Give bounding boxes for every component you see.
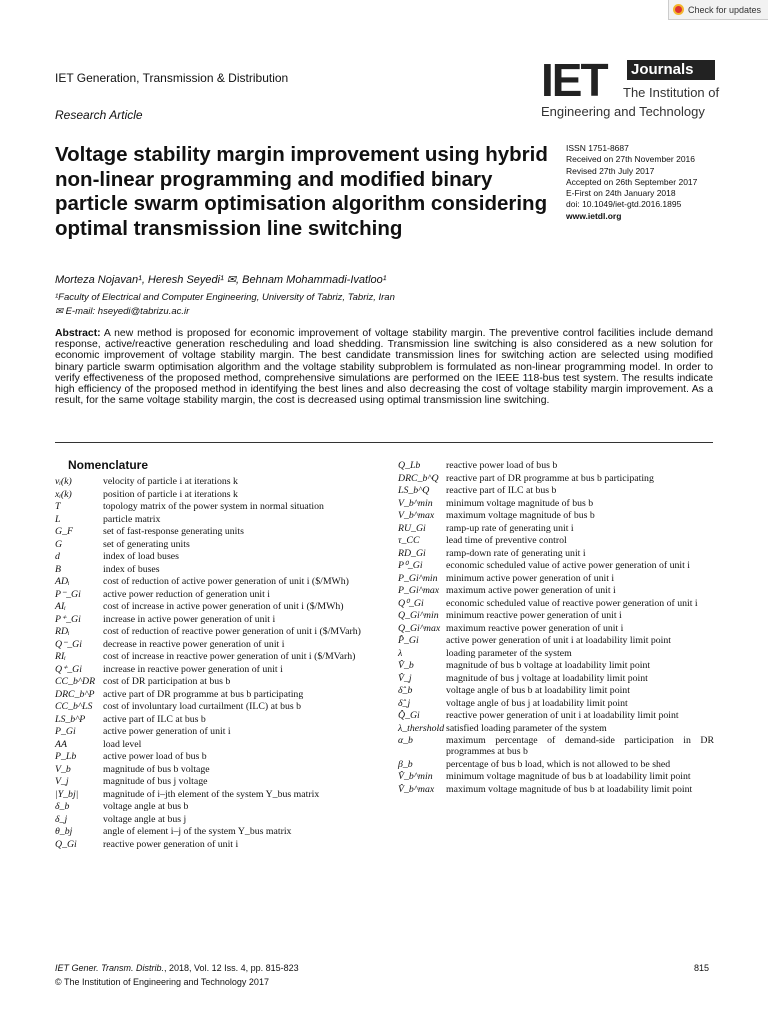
nomenclature-row bbox=[55, 839, 380, 850]
nomenclature-definition: index of load buses bbox=[103, 551, 179, 562]
nomenclature-row bbox=[398, 460, 714, 471]
nomenclature-symbol: AA bbox=[55, 738, 67, 750]
meta-issn: ISSN 1751-8687 bbox=[566, 143, 629, 153]
nomenclature-symbol: δ_b bbox=[55, 801, 70, 812]
nomenclature-symbol: δ_j bbox=[55, 813, 68, 825]
nomenclature-definition: active part of ILC at bus b bbox=[103, 713, 206, 725]
nomenclature-definition: economic scheduled value of reactive power generation of unit i bbox=[446, 597, 698, 609]
nomenclature-row bbox=[55, 539, 380, 550]
nomenclature-symbol: V̂_b^max bbox=[398, 783, 435, 795]
abstract-text: A new method is proposed for economic improvement of voltage stability margin. The preventive control facilities include demand response, active/reactive generation rescheduling and load shedding. Transmission line switching is also considered as a new solution for economic improvement of voltage stability margin. The best candidate transmission lines for switching action are selected using modified binary particle swarm optimisation algorithm and the voltage stability subproblem is formulated as non-linear programming model. In order to verify effectiveness of the proposed method, comprehensive simulations are performed on the IEEE 118-bus test system. The results indicate high efficiency of the proposed method in identifying the best lines and also decreasing the cost of voltage stability margin improvement. As a result, for the same voltage stability margin, the cost is decreased using optimal transmission line switching. bbox=[55, 328, 713, 407]
nomenclature-symbol: AIᵢ bbox=[55, 601, 66, 612]
nomenclature-definition: minimum voltage magnitude of bus b at loadability limit point bbox=[446, 771, 691, 783]
nomenclature-row bbox=[55, 526, 380, 537]
nomenclature-definition: cost of reduction of reactive power generation of unit i ($/MVarh) bbox=[103, 626, 361, 637]
nomenclature-symbol: |Y_bj| bbox=[55, 788, 79, 800]
nomenclature-definition: maximum active power generation of unit i bbox=[446, 585, 616, 596]
nomenclature-symbol: RD_Gi bbox=[398, 547, 426, 559]
nomenclature-definition: voltage angle at bus j bbox=[103, 813, 187, 825]
nomenclature-row bbox=[55, 664, 380, 675]
nomenclature-row bbox=[55, 776, 380, 787]
nomenclature-row bbox=[398, 648, 714, 659]
nomenclature-row bbox=[398, 660, 714, 671]
nomenclature-definition: reactive part of DR programme at bus b participating bbox=[446, 472, 654, 484]
nomenclature-row bbox=[55, 501, 380, 512]
nomenclature-definition: voltage angle of bus b at loadability limit point bbox=[446, 685, 630, 696]
nomenclature-definition: active power generation of unit i bbox=[103, 726, 231, 737]
meta-received: Received on 27th November 2016 bbox=[566, 154, 695, 165]
nomenclature-row bbox=[398, 685, 714, 696]
logo-iet-text: IET bbox=[541, 54, 607, 106]
logo-institution-line1: The Institution of bbox=[623, 85, 720, 100]
nomenclature-definition: reactive power generation of unit i at loadability limit point bbox=[446, 710, 679, 721]
nomenclature-symbol: CC_b^DR bbox=[55, 676, 96, 687]
nomenclature-heading: Nomenclature bbox=[68, 458, 149, 472]
nomenclature-row bbox=[398, 635, 714, 646]
nomenclature-definition: reactive power generation of unit i bbox=[103, 838, 239, 850]
copyright: © The Institution of Engineering and Technology 2017 bbox=[55, 977, 269, 987]
nomenclature-definition: particle matrix bbox=[103, 513, 161, 525]
iet-logo bbox=[541, 54, 720, 128]
nomenclature-definition: loading parameter of the system bbox=[446, 647, 572, 659]
nomenclature-symbol: P̂_Gi bbox=[398, 635, 419, 646]
nomenclature-definition: lead time of preventive control bbox=[446, 535, 567, 546]
nomenclature-definition: magnitude of bus b voltage bbox=[103, 763, 210, 775]
logo-journals-text: Journals bbox=[627, 60, 715, 80]
nomenclature-row bbox=[55, 739, 380, 750]
nomenclature-definition: increase in active power generation of unit i bbox=[103, 613, 276, 625]
nomenclature-row bbox=[55, 801, 380, 812]
nomenclature-symbol: β_b bbox=[398, 758, 413, 770]
nomenclature-row bbox=[398, 771, 714, 782]
section-divider bbox=[55, 442, 713, 443]
nomenclature-symbol: ADᵢ bbox=[55, 576, 70, 587]
nomenclature-row bbox=[398, 623, 714, 634]
nomenclature-symbol: Q⁻_Gi bbox=[55, 638, 82, 650]
nomenclature-symbol: P_Gi^min bbox=[398, 572, 438, 584]
nomenclature-row bbox=[398, 698, 714, 709]
nomenclature-row bbox=[55, 576, 380, 587]
authors: Morteza Nojavan¹, Heresh Seyedi¹ ✉, Behnam Mohammadi-Ivatloo¹ bbox=[55, 274, 387, 286]
nomenclature-symbol: α_b bbox=[398, 735, 413, 746]
nomenclature-row bbox=[55, 514, 380, 525]
nomenclature-symbol: L bbox=[55, 513, 61, 525]
nomenclature-definition: minimum reactive power generation of unit i bbox=[446, 610, 622, 621]
affiliation: ¹Faculty of Electrical and Computer Engineering, University of Tabriz, Tabriz, Iran bbox=[55, 292, 395, 303]
nomenclature-symbol: B bbox=[55, 563, 61, 575]
nomenclature-row bbox=[55, 489, 380, 500]
nomenclature-row bbox=[398, 784, 714, 795]
nomenclature-row bbox=[55, 751, 380, 762]
nomenclature-row bbox=[398, 498, 714, 509]
nomenclature-row bbox=[398, 585, 714, 596]
nomenclature-row bbox=[55, 814, 380, 825]
nomenclature-definition: maximum voltage magnitude of bus b at loadability limit point bbox=[446, 783, 693, 795]
nomenclature-definition: magnitude of bus j voltage bbox=[103, 776, 208, 787]
check-for-updates-label: Check for updates bbox=[688, 4, 762, 15]
nomenclature-definition: active part of DR programme at bus b participating bbox=[103, 688, 304, 700]
nomenclature-row bbox=[398, 673, 714, 684]
nomenclature-definition: index of buses bbox=[103, 563, 160, 575]
nomenclature-symbol: V_b^max bbox=[398, 510, 435, 521]
nomenclature-symbol: G_F bbox=[55, 526, 73, 537]
nomenclature-definition: active power load of bus b bbox=[103, 751, 207, 762]
nomenclature-symbol: Q_Gi^min bbox=[398, 610, 439, 621]
nomenclature-row bbox=[55, 701, 380, 712]
journal-name: IET Generation, Transmission & Distribution bbox=[55, 71, 289, 85]
nomenclature-symbol: CC_b^LS bbox=[55, 701, 93, 712]
nomenclature-symbol: λ_thershold bbox=[398, 722, 445, 734]
nomenclature-definition: reactive part of ILC at bus b bbox=[446, 485, 557, 496]
nomenclature-symbol: V̂_b bbox=[398, 660, 414, 671]
nomenclature-right-column bbox=[398, 460, 714, 796]
paper-title: Voltage stability margin improvement using hybrid non-linear programming and modified binary particle swarm optimisation algorithm considering optimal transmission line switching bbox=[55, 143, 548, 240]
meta-efirst: E-First on 24th January 2018 bbox=[566, 188, 676, 199]
nomenclature-row bbox=[55, 639, 380, 650]
nomenclature-definition: active power generation of unit i at loadability limit point bbox=[446, 635, 671, 646]
nomenclature-symbol: V_b bbox=[55, 763, 71, 775]
nomenclature-row bbox=[55, 476, 380, 487]
citation-journal: IET Gener. Transm. Distrib. bbox=[55, 963, 165, 973]
nomenclature-definition: minimum voltage magnitude of bus b bbox=[446, 497, 594, 509]
citation bbox=[55, 963, 299, 973]
nomenclature-definition: increase in reactive power generation of unit i bbox=[103, 663, 283, 675]
nomenclature-symbol: d bbox=[55, 551, 60, 562]
nomenclature-definition: percentage of bus b load, which is not allowed to be shed bbox=[446, 758, 671, 770]
nomenclature-symbol: P⁺_Gi bbox=[55, 613, 81, 625]
page-number: 815 bbox=[694, 963, 710, 973]
logo-institution-line2: Engineering and Technology bbox=[541, 104, 705, 119]
nomenclature-row bbox=[55, 551, 380, 562]
nomenclature-row bbox=[398, 710, 714, 721]
check-for-updates-badge[interactable] bbox=[668, 0, 768, 20]
nomenclature-definition: velocity of particle i at iterations k bbox=[103, 476, 238, 487]
nomenclature-definition: maximum voltage magnitude of bus b bbox=[446, 510, 595, 521]
nomenclature-symbol: V_b^min bbox=[398, 497, 433, 509]
nomenclature-symbol: Q̂_Gi bbox=[398, 710, 420, 721]
nomenclature-symbol: δ̂_j bbox=[398, 697, 411, 709]
nomenclature-symbol: P⁻_Gi bbox=[55, 588, 81, 600]
nomenclature-row bbox=[398, 735, 714, 757]
nomenclature-definition: voltage angle at bus b bbox=[103, 801, 189, 812]
nomenclature-row bbox=[55, 789, 380, 800]
nomenclature-row bbox=[55, 601, 380, 612]
nomenclature-definition: minimum active power generation of unit i bbox=[446, 572, 615, 584]
nomenclature-definition: satisfied loading parameter of the system bbox=[446, 722, 607, 734]
nomenclature-row bbox=[55, 589, 380, 600]
nomenclature-symbol: V_j bbox=[55, 776, 69, 787]
nomenclature-definition: load level bbox=[103, 738, 142, 750]
nomenclature-definition: set of fast-response generating units bbox=[103, 526, 244, 537]
nomenclature-definition: active power reduction of generation unit i bbox=[103, 588, 271, 600]
nomenclature-row bbox=[55, 726, 380, 737]
nomenclature-row bbox=[398, 610, 714, 621]
nomenclature-row bbox=[398, 510, 714, 521]
nomenclature-row bbox=[398, 485, 714, 496]
nomenclature-row bbox=[398, 598, 714, 609]
nomenclature-symbol: P_Gi^max bbox=[398, 585, 440, 596]
nomenclature-definition: topology matrix of the power system in normal situation bbox=[103, 501, 324, 512]
nomenclature-symbol: Q_Gi^max bbox=[398, 622, 441, 634]
nomenclature-definition: cost of increase in active power generation of unit i ($/MWh) bbox=[103, 601, 344, 612]
nomenclature-definition: ramp-down rate of generating unit i bbox=[446, 547, 586, 559]
nomenclature-definition: set of generating units bbox=[103, 538, 190, 550]
nomenclature-row bbox=[55, 651, 380, 662]
nomenclature-row bbox=[398, 723, 714, 734]
nomenclature-symbol: vᵢ(k) bbox=[55, 476, 72, 487]
nomenclature-symbol: Q⁺_Gi bbox=[55, 663, 82, 675]
nomenclature-symbol: P_Lb bbox=[55, 751, 77, 762]
nomenclature-symbol: Q_Gi bbox=[55, 838, 77, 850]
meta-doi[interactable]: doi: 10.1049/iet-gtd.2016.1895 bbox=[566, 199, 682, 210]
nomenclature-row bbox=[55, 689, 380, 700]
corresponding-email[interactable]: ✉ E-mail: hseyedi@tabrizu.ac.ir bbox=[55, 306, 190, 317]
nomenclature-symbol: LS_b^Q bbox=[398, 485, 430, 496]
nomenclature-row bbox=[398, 523, 714, 534]
nomenclature-row bbox=[55, 826, 380, 837]
nomenclature-row bbox=[398, 560, 714, 571]
nomenclature-symbol: G bbox=[55, 538, 63, 550]
article-type: Research Article bbox=[55, 108, 143, 122]
nomenclature-symbol: P⁰_Gi bbox=[398, 560, 423, 571]
nomenclature-symbol: θ_bj bbox=[55, 826, 73, 837]
nomenclature-row bbox=[55, 676, 380, 687]
nomenclature-symbol: DRC_b^Q bbox=[398, 472, 439, 484]
nomenclature-definition: magnitude of bus j voltage at loadability limit point bbox=[446, 672, 648, 684]
citation-details: , 2018, Vol. 12 Iss. 4, pp. 815-823 bbox=[164, 963, 299, 973]
nomenclature-definition: maximum percentage of demand-side participation in DR programmes at bus b bbox=[446, 735, 714, 758]
nomenclature-symbol: δ̂_b bbox=[398, 685, 413, 696]
nomenclature-symbol: P_Gi bbox=[55, 726, 76, 737]
meta-accepted: Accepted on 26th September 2017 bbox=[566, 176, 698, 187]
nomenclature-row bbox=[55, 714, 380, 725]
nomenclature-definition: position of particle i at iterations k bbox=[103, 488, 238, 500]
nomenclature-definition: voltage angle of bus j at loadability limit point bbox=[446, 697, 628, 709]
abstract-label: Abstract: bbox=[55, 328, 101, 339]
nomenclature-row bbox=[55, 626, 380, 637]
nomenclature-symbol: Q⁰_Gi bbox=[398, 597, 424, 609]
meta-website[interactable]: www.ietdl.org bbox=[566, 210, 622, 221]
nomenclature-row bbox=[55, 564, 380, 575]
nomenclature-symbol: LS_b^P bbox=[55, 713, 86, 725]
article-meta bbox=[566, 143, 697, 222]
nomenclature-symbol: DRC_b^P bbox=[55, 688, 95, 700]
nomenclature-left-column bbox=[55, 476, 380, 851]
nomenclature-symbol: V̂_b^min bbox=[398, 771, 433, 783]
nomenclature-definition: cost of involuntary load curtailment (ILC) at bus b bbox=[103, 701, 302, 712]
nomenclature-symbol: RU_Gi bbox=[398, 522, 426, 534]
nomenclature-symbol: RIᵢ bbox=[55, 651, 66, 662]
nomenclature-row bbox=[398, 548, 714, 559]
nomenclature-row bbox=[398, 759, 714, 770]
nomenclature-symbol: RDᵢ bbox=[55, 626, 70, 637]
abstract bbox=[55, 328, 713, 406]
nomenclature-definition: cost of increase in reactive power generation of unit i ($/MVarh) bbox=[103, 651, 356, 662]
nomenclature-row bbox=[398, 473, 714, 484]
nomenclature-row bbox=[55, 764, 380, 775]
nomenclature-definition: decrease in reactive power generation of unit i bbox=[103, 638, 285, 650]
nomenclature-symbol: λ bbox=[398, 647, 403, 659]
nomenclature-row bbox=[398, 535, 714, 546]
nomenclature-symbol: xᵢ(k) bbox=[55, 488, 72, 500]
nomenclature-symbol: τ_CC bbox=[398, 535, 420, 546]
nomenclature-row bbox=[55, 614, 380, 625]
nomenclature-definition: economic scheduled value of active power generation of unit i bbox=[446, 560, 691, 571]
nomenclature-definition: cost of DR participation at bus b bbox=[103, 676, 231, 687]
nomenclature-definition: angle of element i–j of the system Y_bus matrix bbox=[103, 826, 292, 837]
nomenclature-definition: reactive power load of bus b bbox=[446, 460, 558, 471]
nomenclature-definition: magnitude of i–jth element of the system Y_bus matrix bbox=[103, 788, 320, 800]
nomenclature-row bbox=[398, 573, 714, 584]
meta-revised: Revised 27th July 2017 bbox=[566, 165, 655, 176]
nomenclature-symbol: V̂_j bbox=[398, 672, 412, 684]
nomenclature-definition: maximum reactive power generation of unit i bbox=[446, 622, 624, 634]
nomenclature-definition: magnitude of bus b voltage at loadability limit point bbox=[446, 660, 651, 671]
update-icon bbox=[673, 4, 684, 15]
nomenclature-definition: ramp-up rate of generating unit i bbox=[446, 522, 574, 534]
nomenclature-symbol: Q_Lb bbox=[398, 460, 421, 471]
nomenclature-symbol: T bbox=[55, 501, 61, 512]
nomenclature-definition: cost of reduction of active power generation of unit i ($/MWh) bbox=[103, 576, 349, 587]
